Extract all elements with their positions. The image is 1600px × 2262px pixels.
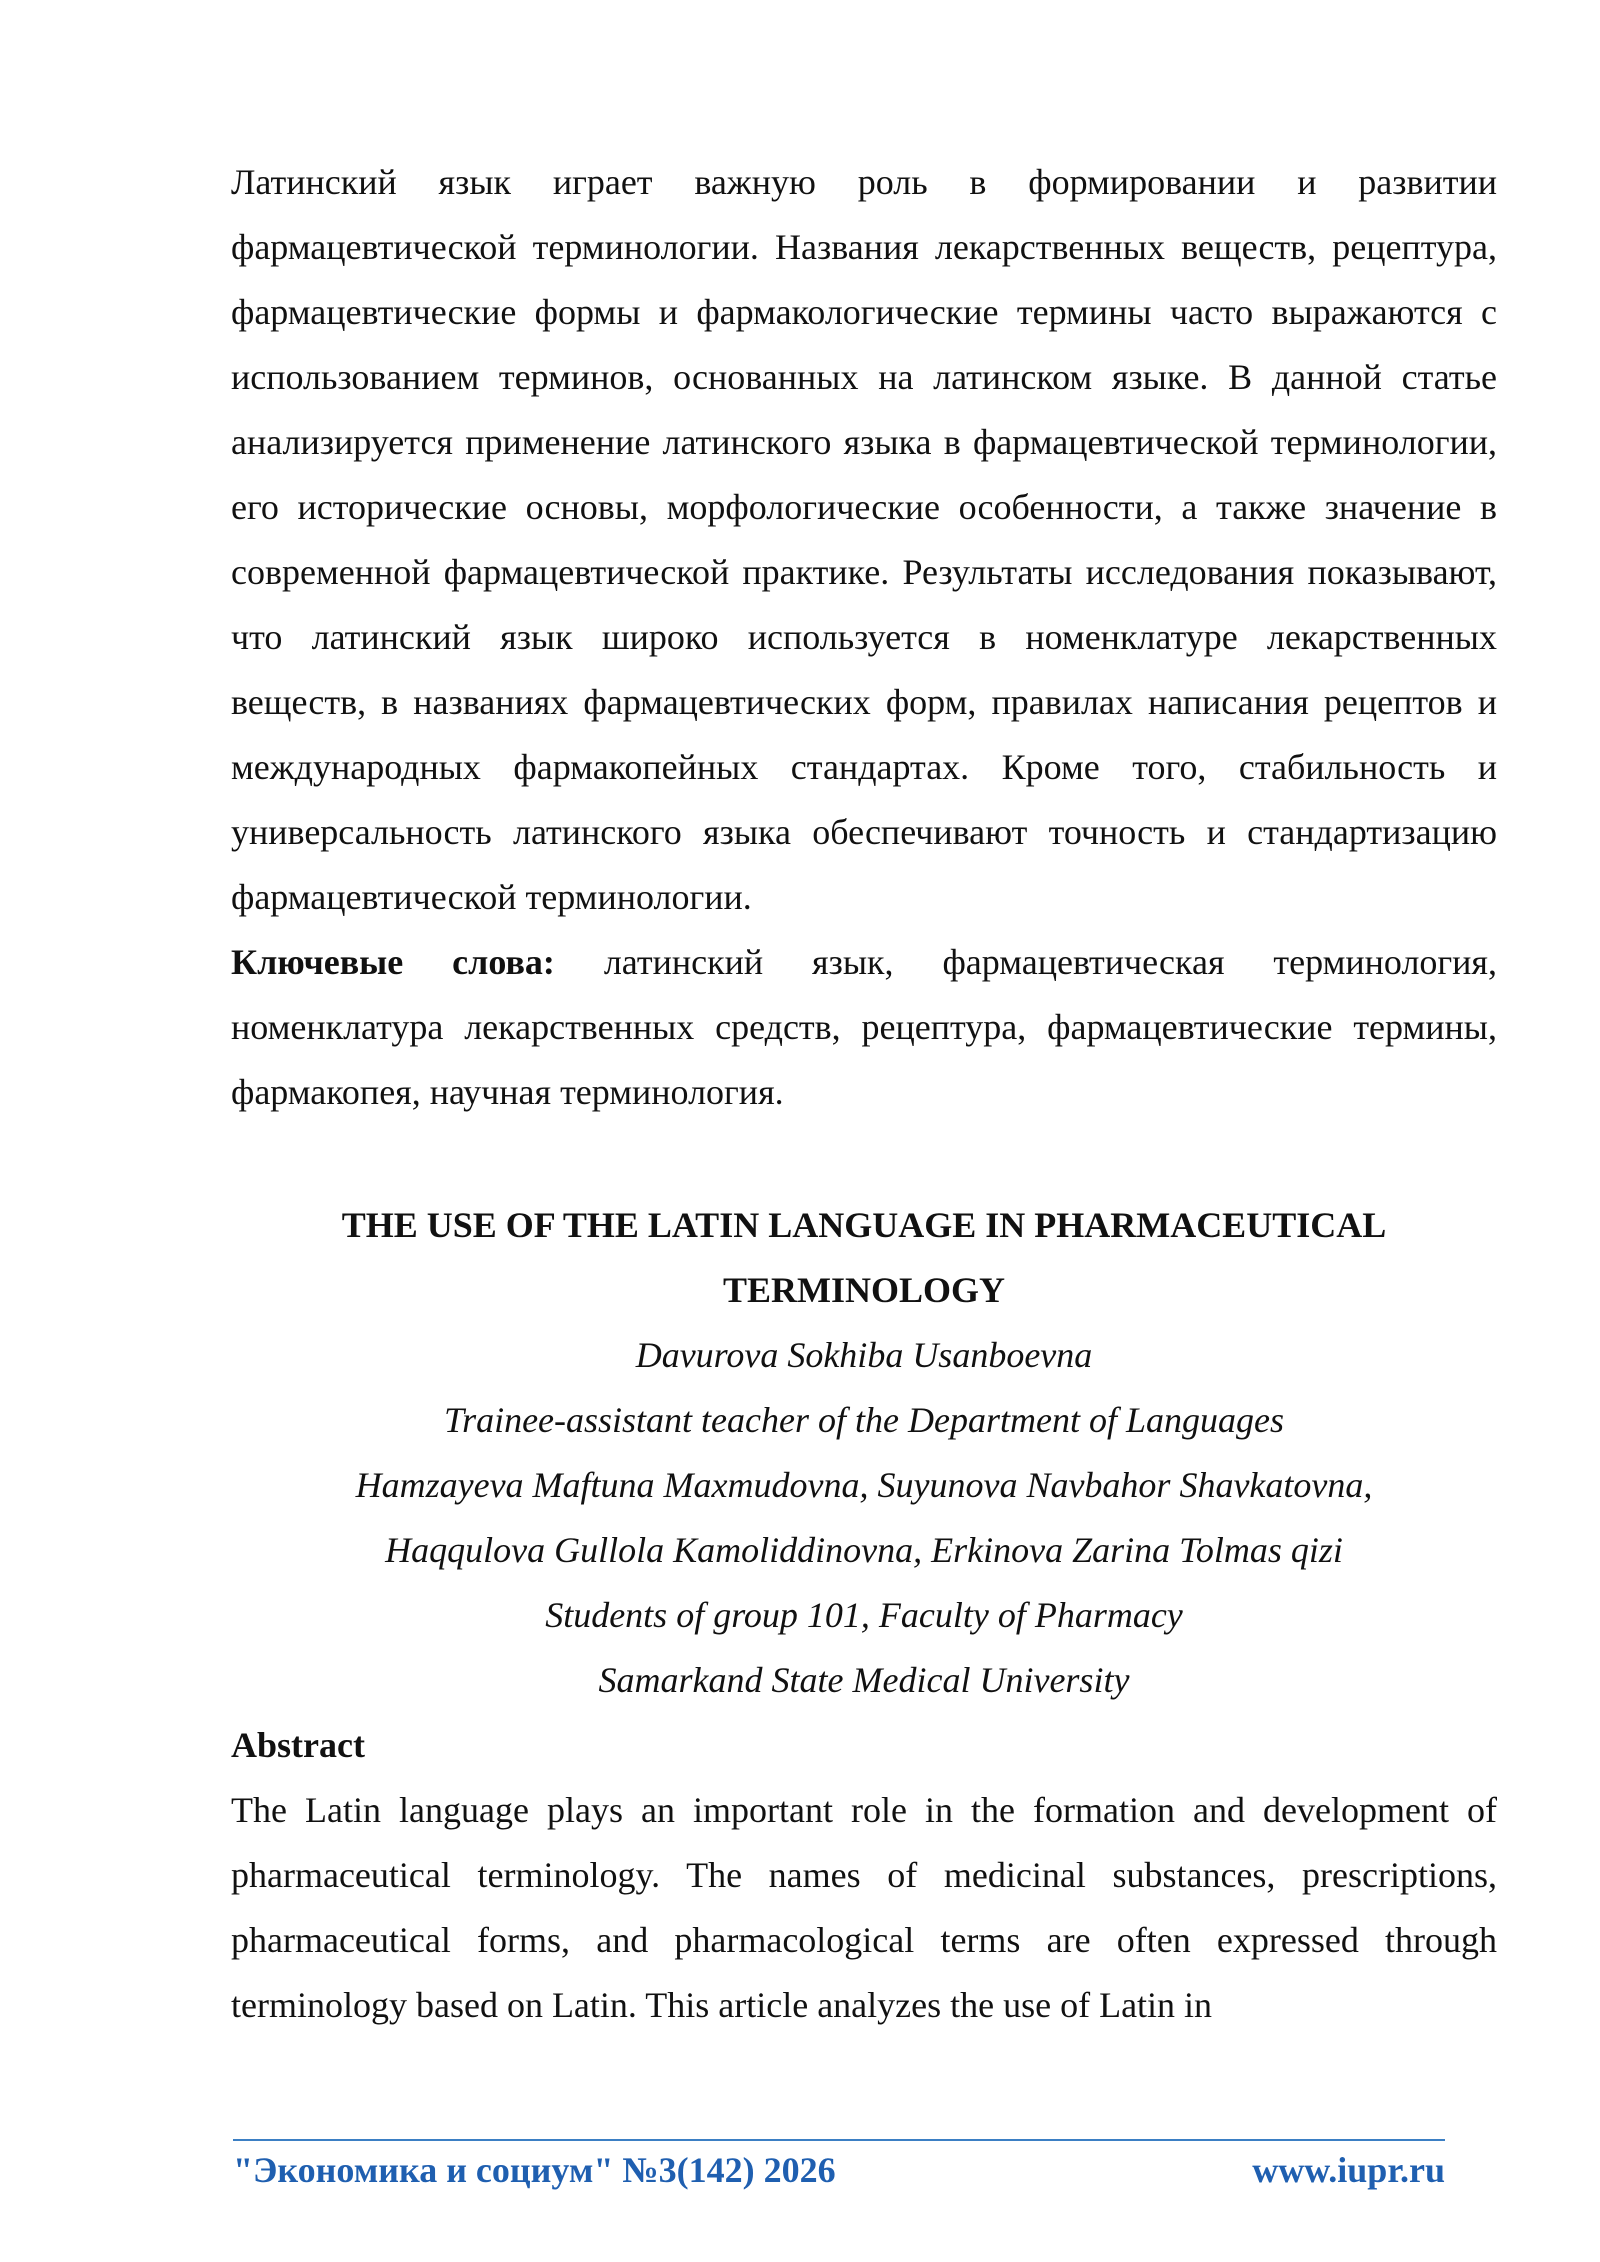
university-name: Samarkand State Medical University xyxy=(598,1660,1130,1700)
abstract-heading: Abstract xyxy=(231,1725,365,1765)
students-group: Students of group 101, Faculty of Pharmacy xyxy=(545,1595,1183,1635)
students-names-line-1: Hamzayeva Maftuna Maxmudovna, Suyunova Navbahor Shavkatovna, xyxy=(355,1465,1373,1505)
keywords-text: латинский язык, фармацевтическая терминология, номенклатура лекарственных средств, рецептура, фармацевтические термины, фармакопея, научная терминология. xyxy=(231,942,1497,1112)
russian-keywords-paragraph xyxy=(231,930,1497,1125)
author-position: Trainee-assistant teacher of the Department of Languages xyxy=(444,1400,1284,1440)
article-title: THE USE OF THE LATIN LANGUAGE IN PHARMACEUTICAL TERMINOLOGY xyxy=(341,1205,1387,1310)
russian-abstract-paragraph: Латинский язык играет важную роль в формировании и развитии фармацевтической терминологии. Названия лекарственных веществ, рецептура, фармацевтические формы и фармакологические термины часто выражаются с использованием терминов, основанных на латинском языке. В данной статье анализируется применение латинского языка в фармацевтической терминологии, его исторические основы, морфологические особенности, а также значение в современной фармацевтической практике. Результаты исследования показывают, что латинский язык широко используется в номенклатуре лекарственных веществ, в названиях фармацевтических форм, правилах написания рецептов и международных фармакопейных стандартах. Кроме того, стабильность и универсальность латинского языка обеспечивают точность и стандартизацию фармацевтической терминологии. xyxy=(231,162,1497,917)
page-footer xyxy=(233,2146,1445,2194)
journal-website: www.iupr.ru xyxy=(1252,2150,1445,2190)
page-content xyxy=(231,150,1497,2038)
journal-citation: "Экономика и социум" №3(142) 2026 xyxy=(233,2150,836,2190)
author-name: Davurova Sokhiba Usanboevna xyxy=(635,1335,1093,1375)
keywords-label: Ключевые слова: xyxy=(231,942,555,982)
students-names-line-2: Haqqulova Gullola Kamoliddinovna, Erkinova Zarina Tolmas qizi xyxy=(385,1530,1343,1570)
footer-divider xyxy=(233,2139,1445,2141)
english-abstract-paragraph: The Latin language plays an important role in the formation and development of pharmaceutical terminology. The names of medicinal substances, prescriptions, pharmaceutical forms, and pharmacological terms are often expressed through terminology based on Latin. This article analyzes the use of Latin in xyxy=(231,1790,1497,2025)
